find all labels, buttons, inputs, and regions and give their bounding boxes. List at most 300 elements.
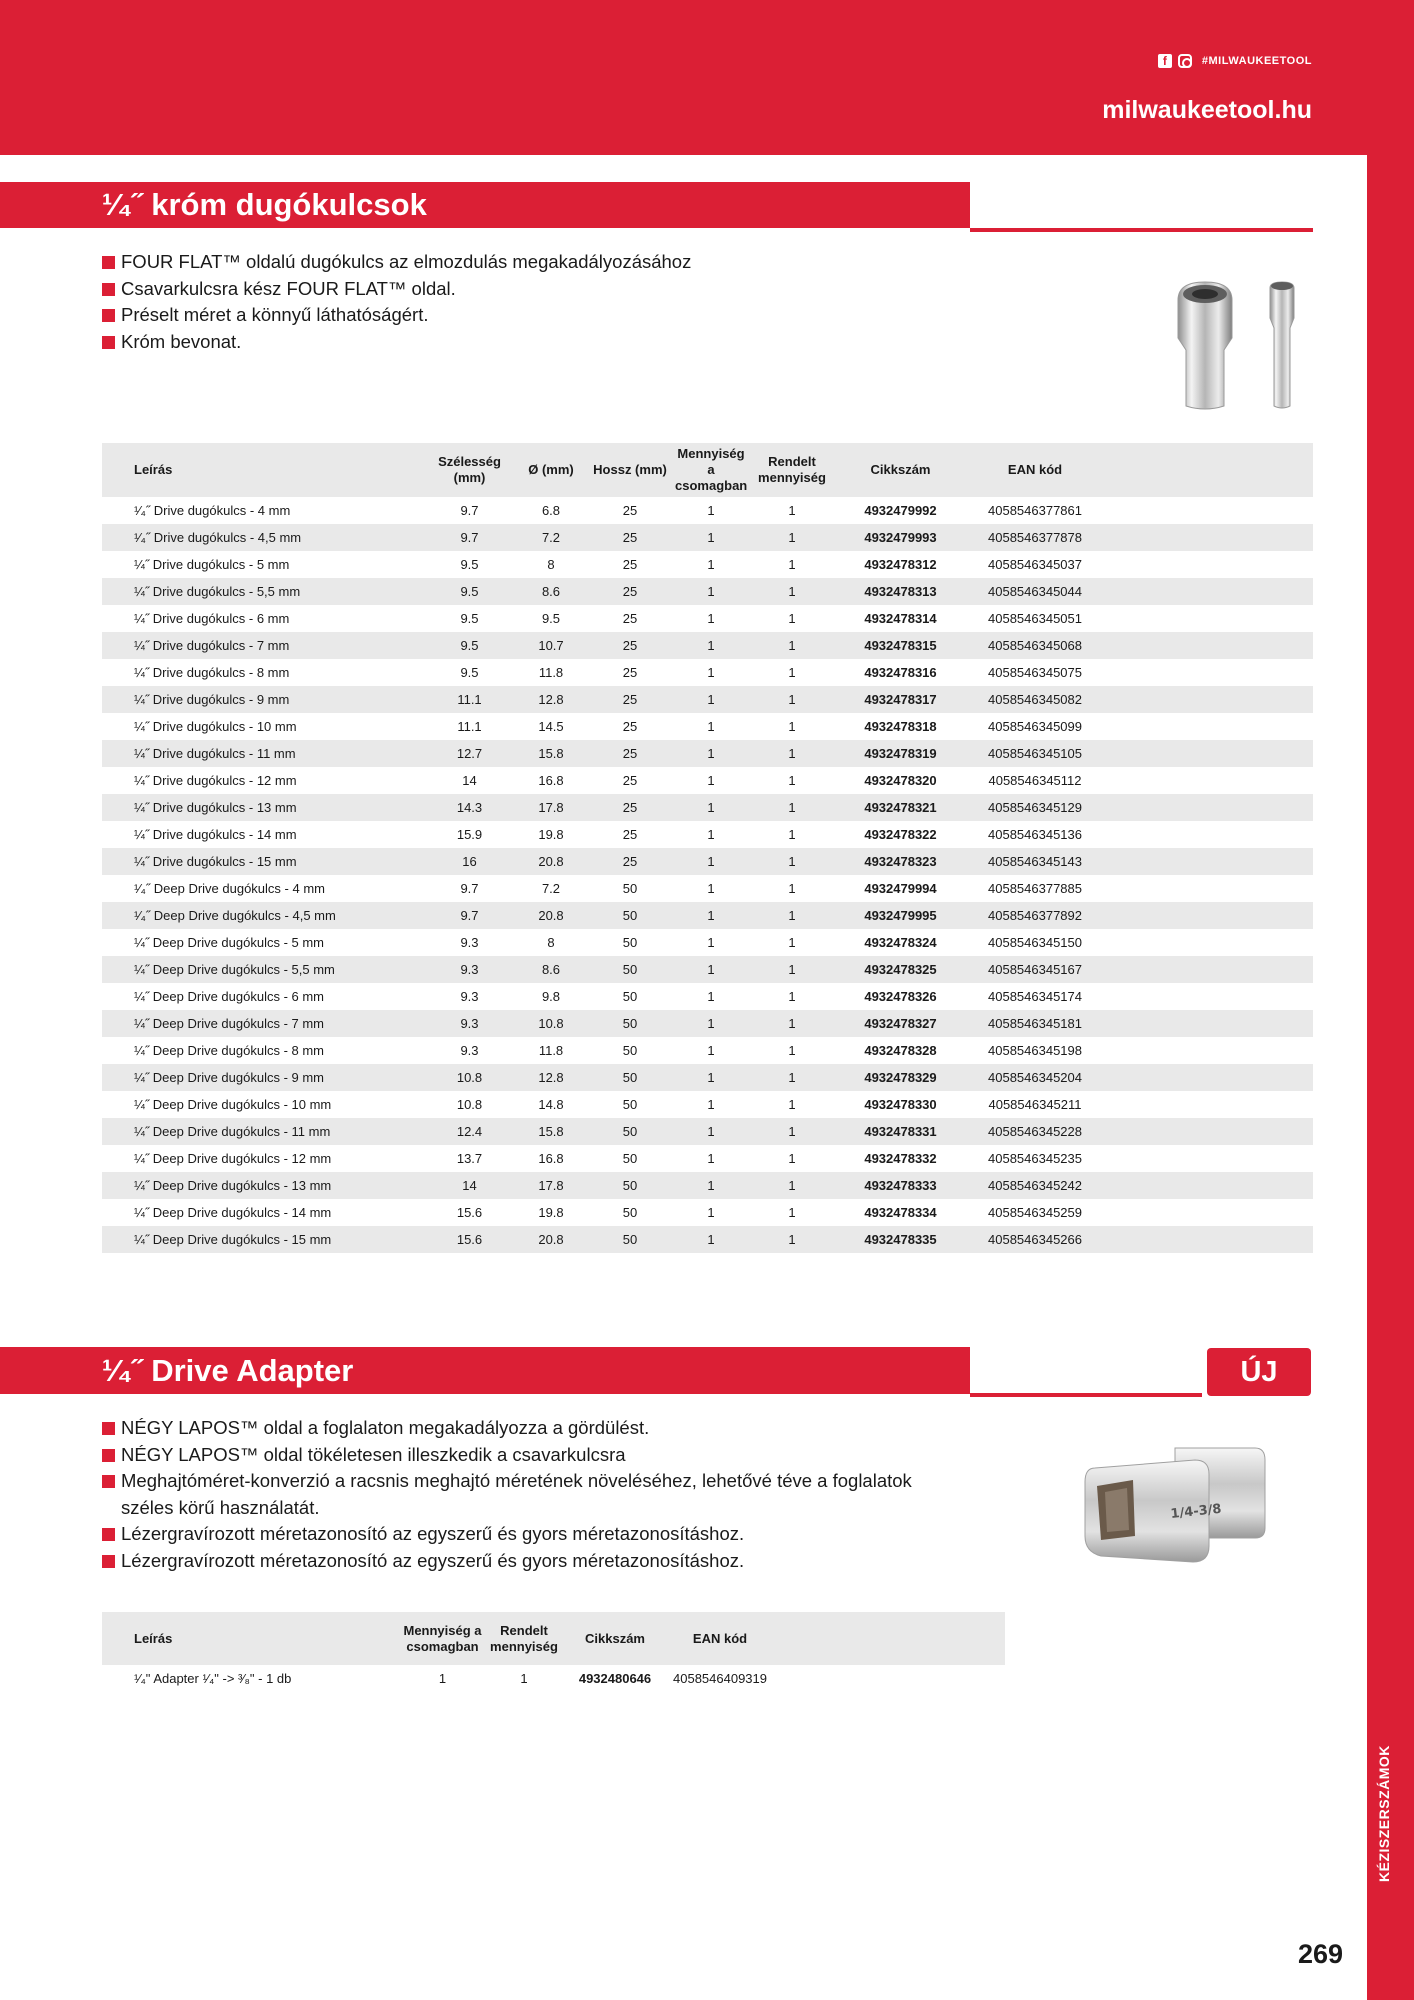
cell-code: 4932478322 [864,827,937,842]
cell-len: 25 [622,827,638,842]
socket-product-image [1170,278,1310,414]
feature-item: Lézergravírozott méretazonosító az egyszerű és gyors méretazonosításhoz. [102,1521,962,1548]
cell-qty: 1 [675,1010,747,1037]
cell-qty: 1 [675,1172,747,1199]
page-number: 269 [1298,1939,1344,1969]
col-pack-qty: Mennyiség a csomagban [675,443,747,497]
cell-code: 4932478329 [837,1064,964,1091]
socket-spec-table [102,443,1313,1253]
cell-width: 9.3 [460,1043,479,1058]
table-row [102,686,1313,713]
cell-spacer [1106,929,1313,956]
feature-list-sockets [102,249,691,355]
cell-order: 1 [788,1043,796,1058]
cell-code: 4932478328 [864,1043,937,1058]
table-row [102,983,1313,1010]
cell-code: 4932478330 [864,1097,937,1112]
cell-desc: ¼˝ Deep Drive dugókulcs - 7 mm [102,1010,422,1037]
cell-dia: 11.8 [538,1043,564,1058]
cell-code: 4932478315 [837,632,964,659]
feature-item: FOUR FLAT™ oldalú dugókulcs az elmozdulás megakadályozásához [102,249,691,276]
cell-code: 4932478326 [864,989,937,1004]
cell-width: 10.8 [456,1097,483,1112]
cell-ean: 4058546345075 [988,665,1082,680]
cell-width: 16 [422,848,517,875]
cell-ean: 4058546345112 [988,773,1082,788]
adapter-spec-table [102,1612,1005,1692]
table-row [102,848,1313,875]
cell-order: 1 [520,1671,528,1686]
cell-width: 13.7 [456,1151,483,1166]
cell-ean: 4058546345211 [988,1097,1082,1112]
cell-code: 4932478317 [837,686,964,713]
cell-dia: 8 [547,935,555,950]
hashtag: #MILWAUKEETOOL [1201,55,1312,67]
cell-order: 1 [788,611,796,626]
feature-item: NÉGY LAPOS™ oldal tökéletesen illeszkedik a csavarkulcsra [102,1442,962,1469]
cell-qty: 1 [707,611,715,626]
feature-item: Króm bevonat. [102,329,691,356]
cell-order: 1 [747,848,837,875]
feature-item: Lézergravírozott méretazonosító az egyszerű és gyors méretazonosításhoz. [102,1548,962,1575]
cell-spacer [1106,713,1313,740]
table-row [102,578,1313,605]
cell-order: 1 [747,902,837,929]
cell-len: 50 [622,1151,638,1166]
cell-len: 25 [622,503,638,518]
cell-width: 9.7 [422,902,517,929]
cell-order: 1 [747,1172,837,1199]
cell-spacer [1106,659,1313,686]
cell-desc: ¹⁄₄˝ Deep Drive dugókulcs - 4 mm [134,881,325,896]
cell-qty: 1 [675,1118,747,1145]
header-band [0,0,1414,155]
cell-code: 4932478314 [864,611,937,626]
website-link[interactable]: milwaukeetool.hu [1102,96,1312,124]
side-band [1367,155,1414,2000]
cell-spacer [1106,1199,1313,1226]
table-row [102,794,1313,821]
cell-spacer [1106,767,1313,794]
table-row [102,1010,1313,1037]
cell-desc: ¼˝ Deep Drive dugókulcs - 6 mm [134,989,325,1004]
section-title: ¹⁄₄˝ Drive Adapter [102,1353,354,1388]
col-code: Cikkszám [837,443,964,497]
cell-len: 50 [585,1118,675,1145]
cell-width: 9.5 [422,578,517,605]
cell-spacer [1106,632,1313,659]
cell-order: 1 [747,578,837,605]
cell-ean: 4058546377878 [964,524,1106,551]
cell-desc: ¼˝ Deep Drive dugókulcs - 10 mm [134,1097,332,1112]
cell-desc: ¼˝ Drive dugókulcs - 11 mm [102,740,422,767]
cell-desc: ¼˝ Deep Drive dugókulcs - 9 mm [102,1064,422,1091]
cell-width: 9.5 [422,632,517,659]
cell-ean: 4058546345235 [988,1151,1082,1166]
cell-order: 1 [747,1064,837,1091]
cell-dia: 10.7 [517,632,585,659]
table-row [102,1145,1313,1172]
cell-len: 50 [622,881,638,896]
col-spacer [1106,443,1313,497]
social-bar [1158,54,1312,68]
cell-spacer [1106,875,1313,902]
table-row [102,632,1313,659]
cell-order: 1 [747,686,837,713]
cell-len: 50 [585,902,675,929]
table-row [102,497,1313,524]
cell-desc: ¼˝ Deep Drive dugókulcs - 5 mm [134,935,325,950]
table-row [102,1064,1313,1091]
cell-ean: 4058546345082 [964,686,1106,713]
col-desc: Leírás [102,1612,402,1665]
col-width: Szélesség (mm) [422,443,517,497]
cell-width: 11.1 [457,719,482,734]
cell-qty: 1 [707,557,715,572]
cell-width: 9.3 [422,1010,517,1037]
cell-qty: 1 [707,881,715,896]
table-row [102,929,1313,956]
section-header-sockets [0,182,1313,232]
cell-dia: 20.8 [517,902,585,929]
cell-qty: 1 [438,1671,447,1686]
cell-desc: ¼˝ Deep Drive dugókulcs - 12 mm [134,1151,332,1166]
cell-order: 1 [788,935,796,950]
feature-item: Csavarkulcsra kész FOUR FLAT™ oldal. [102,276,691,303]
cell-order: 1 [788,665,796,680]
cell-code: 4932478334 [864,1205,937,1220]
feature-item: Meghajtóméret-konverzió a racsnis meghajtó méretének növeléséhez, lehetővé téve a foglalatok széles körű használatát. [102,1468,962,1521]
section-header-adapter [0,1347,1313,1397]
cell-len: 50 [585,1064,675,1091]
cell-len: 25 [585,740,675,767]
cell-code: 4932479995 [837,902,964,929]
cell-len: 50 [622,1205,638,1220]
cell-dia: 17.8 [517,1172,585,1199]
cell-order: 1 [788,503,796,518]
cell-qty: 1 [675,848,747,875]
cell-dia: 7.2 [517,524,585,551]
cell-ean: 4058546345266 [964,1226,1106,1253]
cell-spacer [1106,551,1313,578]
cell-desc: ¹⁄₄˝ Drive dugókulcs - 4 mm [134,503,291,518]
cell-qty: 1 [707,1097,715,1112]
cell-width: 15.6 [422,1226,517,1253]
col-order-qty: Rendelt mennyiség [483,1612,565,1665]
cell-spacer [1106,983,1313,1010]
cell-qty: 1 [707,719,715,734]
cell-len: 25 [622,773,638,788]
cell-len: 50 [585,956,675,983]
cell-ean: 4058546377861 [988,503,1082,518]
cell-order: 1 [747,794,837,821]
feature-item: NÉGY LAPOS™ oldal a foglalaton megakadályozza a gördülést. [102,1415,962,1442]
cell-len: 50 [585,1010,675,1037]
cell-dia: 7.2 [541,881,561,896]
cell-len: 50 [622,935,638,950]
cell-order: 1 [747,632,837,659]
cell-len: 25 [585,686,675,713]
col-desc: Leírás [102,443,422,497]
table-row [102,1118,1313,1145]
cell-ean: 4058546377892 [964,902,1106,929]
cell-ean: 4058546377885 [988,881,1082,896]
table-row [102,875,1313,902]
cell-order: 1 [747,1010,837,1037]
cell-desc: ¼˝ Drive dugókulcs - 15 mm [102,848,422,875]
cell-dia: 20.8 [517,848,585,875]
cell-spacer [1106,794,1313,821]
cell-code: 4932478321 [837,794,964,821]
cell-desc: ¼˝ Drive dugókulcs - 12 mm [134,773,297,788]
cell-spacer [1106,1118,1313,1145]
cell-qty: 1 [675,740,747,767]
instagram-icon[interactable] [1178,54,1192,68]
col-length: Hossz (mm) [585,443,675,497]
cell-spacer [1106,686,1313,713]
col-ean: EAN kód [665,1612,775,1665]
cell-desc: ¼˝ Deep Drive dugókulcs - 15 mm [102,1226,422,1253]
cell-spacer [1106,1037,1313,1064]
cell-ean: 4058546345105 [964,740,1106,767]
cell-width: 14.3 [422,794,517,821]
cell-order: 1 [747,956,837,983]
cell-width: 10.8 [422,1064,517,1091]
cell-desc: ¼˝ Deep Drive dugókulcs - 13 mm [102,1172,422,1199]
cell-len: 50 [622,1097,638,1112]
cell-width: 14 [422,1172,517,1199]
cell-code: 4932478319 [837,740,964,767]
facebook-icon[interactable]: f [1158,54,1172,68]
cell-qty: 1 [675,1064,747,1091]
cell-spacer [775,1665,1005,1692]
cell-desc: ¼˝ Drive dugókulcs - 10 mm [134,719,297,734]
cell-ean: 4058546345242 [964,1172,1106,1199]
cell-code: 4932478318 [864,719,937,734]
cell-len: 25 [585,848,675,875]
cell-qty: 1 [707,1205,715,1220]
cell-len: 50 [622,1043,638,1058]
cell-code: 4932478320 [864,773,937,788]
cell-ean: 4058546345044 [964,578,1106,605]
cell-code: 4932479994 [864,881,937,896]
table-row [102,1226,1313,1253]
table-row [102,713,1313,740]
cell-spacer [1106,1145,1313,1172]
cell-order: 1 [747,524,837,551]
cell-len: 25 [622,719,638,734]
cell-spacer [1106,848,1313,875]
cell-spacer [1106,956,1313,983]
cell-desc: ¹⁄₄" Adapter ¹⁄₄" -> ³⁄₈" - 1 db [134,1671,292,1686]
cell-len: 25 [622,611,638,626]
cell-ean: 4058546345136 [988,827,1082,842]
cell-width: 9.3 [460,989,479,1004]
cell-ean: 4058546345037 [988,557,1082,572]
adapter-product-image [1075,1440,1270,1570]
cell-qty: 1 [675,902,747,929]
section-title-rule [970,228,1313,232]
cell-code: 4932478313 [837,578,964,605]
table-row [102,956,1313,983]
table-header-row [102,443,1313,497]
cell-desc: ¼˝ Drive dugókulcs - 5 mm [134,557,290,572]
cell-spacer [1106,740,1313,767]
cell-order: 1 [788,827,796,842]
cell-dia: 6.8 [541,503,561,518]
cell-dia: 14.8 [538,1097,564,1112]
cell-dia: 16.8 [538,1151,564,1166]
adapter-engraving: 1/4-3/8 [1169,1501,1223,1522]
cell-width: 9.7 [422,524,517,551]
cell-order: 1 [788,773,796,788]
cell-code: 4932480646 [578,1671,652,1686]
cell-desc: ¼˝ Drive dugókulcs - 14 mm [134,827,297,842]
cell-width: 9.3 [422,956,517,983]
cell-qty: 1 [707,1151,715,1166]
table-header-row [102,1612,1005,1665]
cell-order: 1 [788,1151,796,1166]
cell-len: 50 [585,1172,675,1199]
cell-code: 4932478325 [837,956,964,983]
cell-dia: 15.8 [517,740,585,767]
cell-qty: 1 [707,773,715,788]
cell-dia: 8 [547,557,555,572]
cell-ean: 4058546345228 [964,1118,1106,1145]
cell-dia: 17.8 [517,794,585,821]
cell-order: 1 [788,557,796,572]
cell-code: 4932479992 [864,503,937,518]
col-spacer [775,1612,1005,1665]
cell-dia: 10.8 [517,1010,585,1037]
cell-ean: 4058546345174 [988,989,1082,1004]
cell-width: 11.1 [422,686,517,713]
cell-dia: 16.8 [538,773,564,788]
cell-len: 25 [585,794,675,821]
cell-width: 12.4 [422,1118,517,1145]
col-ean: EAN kód [964,443,1106,497]
cell-qty: 1 [707,503,715,518]
cell-dia: 9.8 [541,989,561,1004]
cell-width: 9.7 [460,503,479,518]
cell-len: 25 [585,578,675,605]
cell-order: 1 [747,1118,837,1145]
table-row [102,1091,1313,1118]
cell-desc: ¼˝ Drive dugókulcs - 9 mm [102,686,422,713]
cell-width: 12.7 [422,740,517,767]
cell-len: 25 [585,524,675,551]
cell-len: 25 [622,665,638,680]
cell-ean: 4058546345051 [988,611,1082,626]
cell-desc: ¼˝ Drive dugókulcs - 8 mm [134,665,290,680]
cell-width: 9.5 [460,665,479,680]
table-row [102,659,1313,686]
cell-spacer [1106,1010,1313,1037]
cell-dia: 11.8 [538,665,564,680]
cell-order: 1 [788,1097,796,1112]
cell-width: 15.9 [456,827,483,842]
cell-desc: ¼˝ Deep Drive dugókulcs - 11 mm [102,1118,422,1145]
feature-item: Préselt méret a könnyű láthatóságért. [102,302,691,329]
cell-spacer [1106,821,1313,848]
cell-code: 4932478335 [837,1226,964,1253]
cell-width: 14 [462,773,477,788]
cell-qty: 1 [707,827,715,842]
cell-ean: 4058546345204 [964,1064,1106,1091]
cell-ean: 4058546409319 [673,1671,767,1686]
cell-ean: 4058546345129 [964,794,1106,821]
cell-qty: 1 [675,632,747,659]
table-row [102,740,1313,767]
cell-desc: ¼˝ Drive dugókulcs - 7 mm [102,632,422,659]
table-row [102,1199,1313,1226]
cell-dia: 8.6 [517,956,585,983]
cell-dia: 14.5 [538,719,564,734]
cell-ean: 4058546345181 [964,1010,1106,1037]
cell-qty: 1 [675,686,747,713]
cell-ean: 4058546345143 [964,848,1106,875]
cell-ean: 4058546345259 [988,1205,1082,1220]
cell-ean: 4058546345198 [988,1043,1082,1058]
cell-width: 9.7 [460,881,479,896]
table-row [102,767,1313,794]
cell-order: 1 [747,1226,837,1253]
cell-spacer [1106,1091,1313,1118]
cell-code: 4932478331 [837,1118,964,1145]
cell-len: 50 [622,989,638,1004]
cell-spacer [1106,1226,1313,1253]
cell-dia: 9.5 [541,611,561,626]
cell-dia: 15.8 [517,1118,585,1145]
cell-spacer [1106,1064,1313,1091]
adapter-table-body [102,1665,1005,1692]
cell-width: 9.5 [460,557,479,572]
cell-spacer [1106,497,1313,524]
cell-desc: ¹⁄₄˝ Drive dugókulcs - 4,5 mm [102,524,422,551]
cell-ean: 4058546345150 [988,935,1082,950]
cell-desc: ¼˝ Deep Drive dugókulcs - 5,5 mm [102,956,422,983]
section-title: ¹⁄₄˝ króm dugókulcsok [102,187,427,222]
cell-dia: 8.6 [517,578,585,605]
cell-order: 1 [788,989,796,1004]
cell-ean: 4058546345068 [964,632,1106,659]
cell-dia: 19.8 [538,1205,564,1220]
cell-width: 9.3 [460,935,479,950]
cell-qty: 1 [707,989,715,1004]
cell-dia: 12.8 [517,686,585,713]
cell-width: 15.6 [456,1205,483,1220]
cell-len: 25 [622,557,638,572]
cell-order: 1 [747,740,837,767]
cell-dia: 20.8 [517,1226,585,1253]
cell-qty: 1 [675,578,747,605]
cell-code: 4932478333 [837,1172,964,1199]
cell-code: 4932478332 [864,1151,937,1166]
cell-qty: 1 [675,1226,747,1253]
cell-code: 4932478324 [864,935,937,950]
side-category-label: KÉZISZERSZÁMOK [1376,1745,1392,1882]
col-code: Cikkszám [565,1612,665,1665]
section-title-rule [970,1393,1202,1397]
table-row [102,551,1313,578]
cell-order: 1 [788,719,796,734]
cell-qty: 1 [707,935,715,950]
table-row [102,605,1313,632]
new-badge: ÚJ [1207,1348,1311,1396]
cell-qty: 1 [707,665,715,680]
socket-table-body [102,497,1313,1253]
cell-code: 4932478316 [864,665,937,680]
